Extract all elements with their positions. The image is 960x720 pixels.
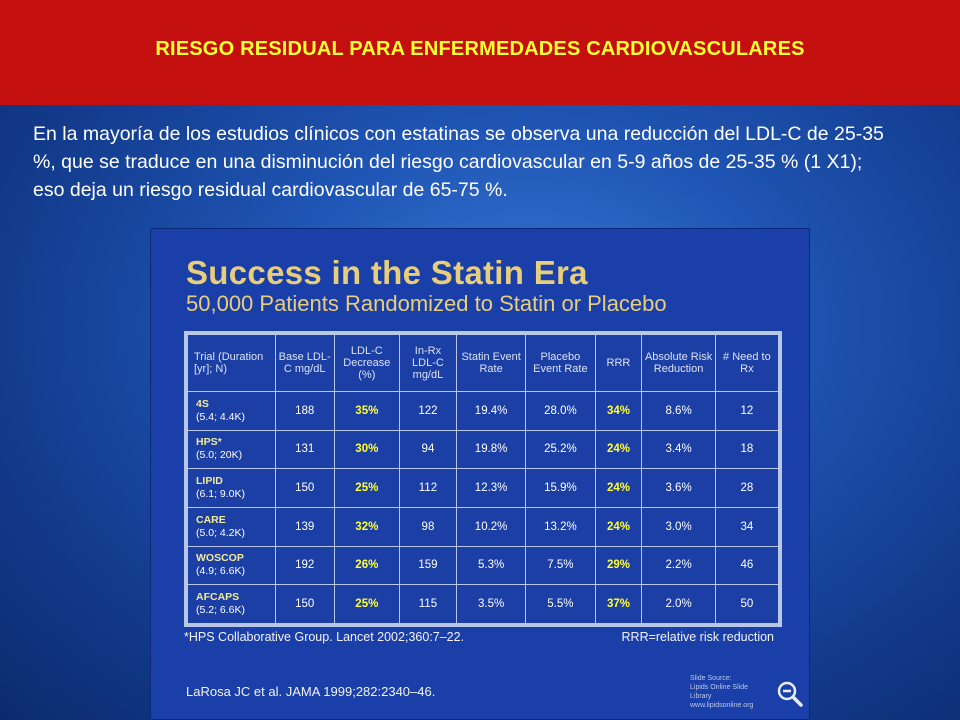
table-row — [188, 507, 779, 546]
cell-rrr: 24% — [595, 507, 642, 546]
column-header: RRR — [595, 335, 642, 392]
footnote-rrr: RRR=relative risk reduction — [621, 630, 774, 644]
footnote-hps: *HPS Collaborative Group. Lancet 2002;360:7–22. — [184, 630, 465, 644]
page-title: RIESGO RESIDUAL PARA ENFERMEDADES CARDIOVASCULARES — [155, 38, 805, 60]
trial-duration-n: (5.4; 4.4K) — [196, 410, 246, 423]
trial-name: 4S — [196, 397, 209, 410]
cell-placebo: 5.5% — [526, 585, 595, 624]
cell-base: 192 — [275, 546, 334, 585]
cell-statin: 19.8% — [456, 430, 525, 469]
column-header: # Need to Rx — [715, 335, 778, 392]
slide-source — [690, 674, 770, 710]
column-header: In-Rx LDL-C mg/dL — [399, 335, 456, 392]
column-header: Placebo Event Rate — [526, 335, 595, 392]
cell-nnt: 28 — [715, 469, 778, 508]
column-header: Absolute Risk Reduction — [642, 335, 715, 392]
cell-base: 150 — [275, 585, 334, 624]
table-header-row — [188, 335, 779, 392]
trial-name: AFCAPS — [196, 591, 240, 604]
cell-arr: 2.0% — [642, 585, 715, 624]
cell-arr: 3.4% — [642, 430, 715, 469]
cell-base: 139 — [275, 507, 334, 546]
statin-trials-table — [184, 331, 782, 627]
trial-duration-n: (5.2; 6.6K) — [196, 604, 246, 617]
cell-arr: 3.0% — [642, 507, 715, 546]
cell-inrx: 115 — [399, 585, 456, 624]
cell-nnt: 12 — [715, 392, 778, 431]
trial-duration-n: (5.0; 4.2K) — [196, 526, 246, 539]
column-header: Base LDL-C mg/dL — [275, 335, 334, 392]
slide-subtitle: 50,000 Patients Randomized to Statin or Placebo — [186, 291, 667, 316]
cell-base: 188 — [275, 392, 334, 431]
cell-arr: 3.6% — [642, 469, 715, 508]
cell-inrx: 98 — [399, 507, 456, 546]
trial-name: LIPID — [196, 475, 223, 488]
cell-nnt: 50 — [715, 585, 778, 624]
cell-statin: 10.2% — [456, 507, 525, 546]
column-header: Trial (Duration [yr]; N) — [188, 335, 276, 392]
cell-statin: 12.3% — [456, 469, 525, 508]
column-header: LDL-C Decrease (%) — [334, 335, 399, 392]
cell-rrr: 24% — [595, 469, 642, 508]
trial-cell — [188, 507, 276, 546]
trial-cell — [188, 430, 276, 469]
trial-cell — [188, 469, 276, 508]
column-header: Statin Event Rate — [456, 335, 525, 392]
cell-nnt: 18 — [715, 430, 778, 469]
cell-arr: 2.2% — [642, 546, 715, 585]
cell-rrr: 24% — [595, 430, 642, 469]
cell-nnt: 34 — [715, 507, 778, 546]
trial-name: HPS* — [196, 436, 222, 449]
slide-title: Success in the Statin Era — [186, 254, 588, 291]
cell-statin: 19.4% — [456, 392, 525, 431]
trial-cell — [188, 585, 276, 624]
embedded-slide — [150, 228, 810, 720]
cell-decrease: 35% — [334, 392, 399, 431]
cell-placebo: 15.9% — [526, 469, 595, 508]
trial-cell — [188, 546, 276, 585]
intro-paragraph: En la mayoría de los estudios clínicos con estatinas se observa una reducción del LDL-C de 25-35 %, que se traduce en una disminución del riesgo cardiovascular en 5-9 años de 25-35 % (1 X1); eso deja un riesgo residual cardiovascular de 65-75 %. — [33, 123, 884, 201]
source-line: Slide Source: — [690, 675, 732, 682]
cell-decrease: 25% — [334, 585, 399, 624]
trial-name: CARE — [196, 513, 226, 526]
trial-name: WOSCOP — [196, 552, 244, 565]
magnifier-zoom-out-icon[interactable] — [776, 680, 804, 708]
cell-base: 131 — [275, 430, 334, 469]
table-row — [188, 469, 779, 508]
table-row — [188, 430, 779, 469]
cell-statin: 5.3% — [456, 546, 525, 585]
cell-rrr: 29% — [595, 546, 642, 585]
header-bar — [0, 0, 960, 105]
cell-placebo: 13.2% — [526, 507, 595, 546]
trial-duration-n: (6.1; 9.0K) — [196, 488, 246, 501]
cell-decrease: 25% — [334, 469, 399, 508]
cell-arr: 8.6% — [642, 392, 715, 431]
table-row — [188, 546, 779, 585]
table-row — [188, 585, 779, 624]
table-row — [188, 392, 779, 431]
cell-decrease: 26% — [334, 546, 399, 585]
cell-inrx: 159 — [399, 546, 456, 585]
cell-decrease: 30% — [334, 430, 399, 469]
cell-inrx: 122 — [399, 392, 456, 431]
cell-decrease: 32% — [334, 507, 399, 546]
cell-placebo: 7.5% — [526, 546, 595, 585]
cell-inrx: 94 — [399, 430, 456, 469]
trial-cell — [188, 392, 276, 431]
cell-rrr: 34% — [595, 392, 642, 431]
cell-base: 150 — [275, 469, 334, 508]
source-line: Lipids Online Slide Library — [690, 684, 748, 700]
cell-statin: 3.5% — [456, 585, 525, 624]
cell-placebo: 25.2% — [526, 430, 595, 469]
cell-inrx: 112 — [399, 469, 456, 508]
citation: LaRosa JC et al. JAMA 1999;282:2340–46. — [186, 684, 436, 699]
trial-duration-n: (5.0; 20K) — [196, 449, 243, 462]
cell-nnt: 46 — [715, 546, 778, 585]
trial-duration-n: (4.9; 6.6K) — [196, 565, 246, 578]
source-line: www.lipidsonline.org — [690, 702, 754, 709]
cell-rrr: 37% — [595, 585, 642, 624]
cell-placebo: 28.0% — [526, 392, 595, 431]
